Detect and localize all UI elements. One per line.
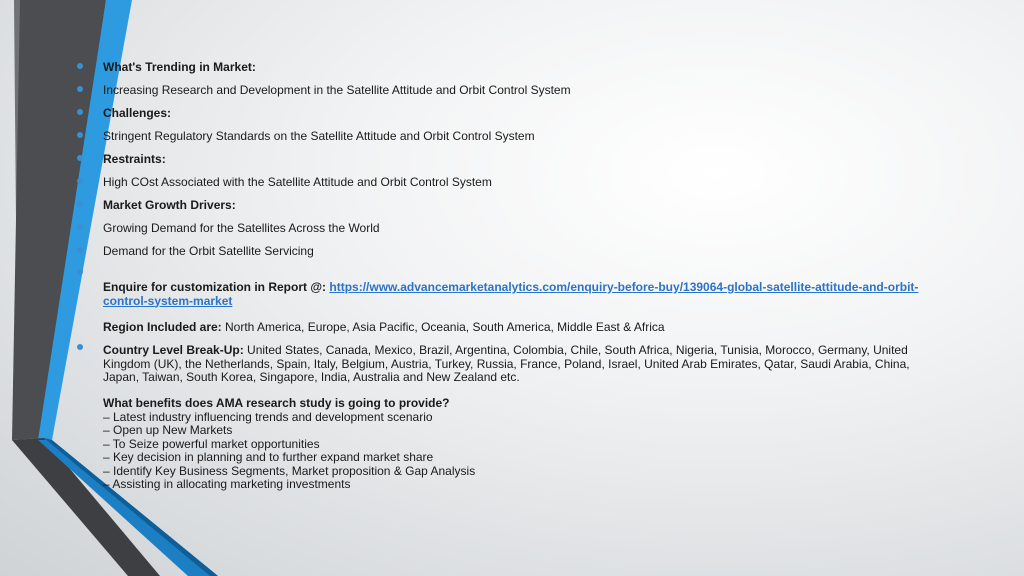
bullet-dot bbox=[77, 86, 83, 92]
country-label: Country Level Break-Up: bbox=[103, 343, 248, 357]
benefits-paragraph bbox=[103, 397, 943, 492]
benefit-item: – Key decision in planning and to further expand market share bbox=[103, 450, 434, 464]
region-paragraph bbox=[103, 321, 943, 335]
bullet-dot bbox=[77, 155, 83, 161]
enquire-link[interactable]: https://www.advancemarketanalytics.com/enquiry-before-buy/139064-global-satellite-attitude-and-orbit-control-system-market bbox=[103, 280, 919, 308]
bullet-dot bbox=[77, 63, 83, 69]
trending-heading: What's Trending in Market: bbox=[103, 60, 256, 74]
bullet-dot bbox=[77, 247, 83, 253]
bullet-dot bbox=[77, 269, 83, 275]
benefits-heading: What benefits does AMA research study is going to provide? bbox=[103, 396, 450, 410]
country-paragraph bbox=[103, 344, 943, 385]
bullet-dot bbox=[77, 178, 83, 184]
bullet-dot bbox=[77, 201, 83, 207]
challenges-item: Stringent Regulatory Standards on the Satellite Attitude and Orbit Control System bbox=[103, 129, 535, 143]
drivers-item: Growing Demand for the Satellites Across the World bbox=[103, 221, 380, 235]
enquire-paragraph bbox=[103, 281, 943, 308]
benefit-item: – Identify Key Business Segments, Market proposition & Gap Analysis bbox=[103, 463, 476, 478]
drivers-heading: Market Growth Drivers: bbox=[103, 198, 236, 212]
restraints-item: High COst Associated with the Satellite Attitude and Orbit Control System bbox=[103, 175, 492, 189]
region-value: North America, Europe, Asia Pacific, Oceania, South America, Middle East & Africa bbox=[225, 320, 665, 334]
benefit-item: – Assisting in allocating marketing investments bbox=[103, 477, 351, 491]
enquire-label: Enquire for customization in Report @: bbox=[103, 280, 330, 294]
benefit-item: – Latest industry influencing trends and development scenario bbox=[103, 409, 433, 424]
bullet-dot bbox=[77, 109, 83, 115]
drivers-item: Demand for the Orbit Satellite Servicing bbox=[103, 244, 314, 258]
region-label: Region Included are: bbox=[103, 320, 226, 334]
benefit-item: – To Seize powerful market opportunities bbox=[103, 436, 320, 451]
benefit-item: – Open up New Markets bbox=[103, 423, 233, 437]
bullet-dot bbox=[77, 132, 83, 138]
bullet-dot bbox=[77, 344, 83, 350]
country-value: United States, Canada, Mexico, Brazil, Argentina, Colombia, Chile, South Africa, Nigeria, Tunisia, Morocco, Germany, United Kingdom (UK), the Netherlands, Spain, Italy, Belgium, Austria, Turkey, Russia, France, Poland, Israel, United Arab Emirates, Qatar, Saudi Arabia, China, Japan, Taiwan, South Korea, Singapore, India, Australia and New Zealand etc. bbox=[103, 343, 910, 384]
trending-item: Increasing Research and Development in the Satellite Attitude and Orbit Control System bbox=[103, 83, 571, 97]
challenges-heading: Challenges: bbox=[103, 106, 172, 120]
bullet-dot bbox=[77, 224, 83, 230]
restraints-heading: Restraints: bbox=[103, 152, 166, 166]
